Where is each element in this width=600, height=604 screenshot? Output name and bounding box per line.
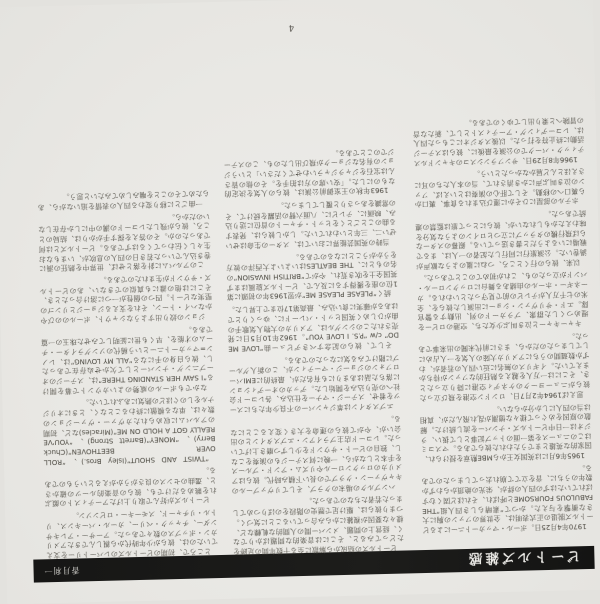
paragraph: ホテルの部屋にひそかに運び込まれる食事、裏口から裏口への移動。そして肝心の演奏はといえば、ファンの泣き叫ぶ声にかき消されて、当の本人たちの耳にさえほとんど届かなかったという。 <box>414 167 586 209</box>
text-column-1 <box>411 36 594 534</box>
paragraph: “TWIST AND SHOUT”(Isley Bros.)、“ROLL OVER BEETHOVEN”(Chuck Berry)、“MONEY”(Barrett Strong)、“YOU'VE REALLY GOT A HOLD ON ME”(Miracles)など、初期のアルバムに収められたカヴァー・ヴァージョンの数々は、単なる模倣に終わることなく、ときにオリジナルをしのぐほどの熱気にあふれていた。 <box>42 395 216 466</box>
paragraph: このアルバムに針を落とせば、世界中を熱狂の渦に巻き込んでいった若き日の四人の息吹が、いまもなお生々しく伝わってくるはずである。ビートルズとは何であったのか。その答えを探す手がかりは、結局のところ、彼らが残したレコードの溝の中にしか存在しないのだから。 <box>38 211 212 273</box>
paragraph: キャーキャーと泣き叫ぶ少女たち、空港のロビーを埋めつくした群衆、プラカードの列、出動する警官隊。エド・サリヴァン・ショーに出演した彼らを、全米の七千万人がテレビの前で見守ったといわれる。カーネギー・ホールの由緒ある舞台にロックンロール・バンドが立ったのも、これが初めてのことであった。 <box>416 270 589 332</box>
paragraph: ところで、初期のビートルズのレパートリーを支えていたのは、彼らが少年時代から親しんできたアメリカン・ポップスの数々であった。アーサー・アレキサンダー、チャック・ベリー、カール・パーキンス、リトル・リチャード、スモーキー・ロビンソン。 <box>45 508 219 560</box>
paragraph: 当時の英国芸能界においては、スターの生命はせいぜい二、三年といわれていた。しかし彼らは、発表する曲のことごとくをヒット・チャートの首位に送り込み、映画に、テレビに、八面六臂の活躍を続けて、その常識をあっさりと覆してしまった。 <box>224 198 397 250</box>
paragraph: 以来、彼らの行くところ、つねに嵐のような歓声が渦巻いた。公演旅行に同行した記者の一人は、まるで戦場にいるようだと書き送っている。銀幕のスターならば飛行機のタラップに立つヒロインのような気分を味わえたかもしれないが、彼らにとって旅は監禁の連続であった。 <box>415 209 588 270</box>
paragraph: ハンブルクの場末のクラブ、そしてリヴァプールのキャヴァーン・クラブでの長い下積み時代。彼らはアメリカのロックンロールやリズム・アンド・ブルースを手本としながら、一晩に何ステージもの演奏をこなし、独自のビート・サウンドを少しずつ磨き上げていった。レコード店主ブライアン・エプスタインとの出会いが、やがて彼らの運命を大きく変えることになる。 <box>230 414 403 495</box>
paragraph: なかでもポールの威勢のよいカウントで幕を開ける“I SAW HER STANDING THERE”は、ステージのオープニング・ナンバーとして欠かせぬ存在であったし、彼ら自身の手になる“ALL MY LOVING”は、レノン=マッカートニーという稀代のソングライター・チームの才能を、早くも世に証明してみせた珠玉の一篇である。 <box>40 324 214 396</box>
paragraph: 1966年8月29日、サンフランシスコのキャンドルスティック・パークでの公演を最後に、彼らはステージ活動に終止符を打った。以後スタジオにこもった四人は、レコーディング・アーティストとして、新たな音の冒険へと乗り出してゆくのである。 <box>412 115 585 167</box>
paragraph: ビートルズの結成から解散に至る十数年間の足跡をたどってみると、そこには音楽的な問題ばかりでなく、経営上の問題、メンバー間の人間的な軋轢など、様々な要因が複雑にからみ合っていることに気づく。つまり彼らは、駆け足で歴史の階段をのぼりつめてしまった若者たちなのであった。 <box>232 495 404 556</box>
paragraph: 1970年4月25日。ポール・マッカートニーによるビートルズ脱退の正式表明は、全世界のファンの胸に大きな衝撃を与えた。かつて“素晴らしき四人組”THE FABULOUS FOURSOMEと呼ばれ、それほど固くむすばれていたはずの四人の絆が、栄光の絶頂からわずか数年のうちに、音を立てて崩れ去ってしまったのである。 <box>421 463 594 535</box>
paragraph: 一曲ごとに移り変わる四人の表情を追いながら、あらためてそのことを噛みしめてみたいと思う。 <box>37 189 210 212</box>
paragraph: 続く“PLEASE PLEASE ME”が翌1963年の初頭に第1位の座を獲得するに及んで、ビートルズ旋風はまず英国全土を吹き荒れ、やがて“BRITISH INVASION”の名のもとに、THE BEATLESはいよいよ大西洋の彼方をうかがうことになるのである。 <box>226 250 398 302</box>
paragraph: 思えば1964年2月7日、ロンドン空港を飛び立った彼らがニューヨークのケネディ空港に降り立ったとき、そこには一万人を越える熱狂的なファンが待ちかまえていた。イギリスの無名に近い四人の若者が、わずか数週間のうちにアメリカ大陸の人気を一人占めにしてしまったのだから、まさに前代未聞の出来事であった。 <box>418 331 591 402</box>
paragraph: ビートルズが好んで取り上げたアーティストの顔ぶれを眺めるだけでも、彼らの音楽的ルーツの確かさと、選曲のセンスの良さがうかがえるというものである。 <box>44 466 217 508</box>
article-title: ビートルズ雑感 <box>465 547 581 567</box>
paragraph: 1963年秋の王室御前公演は、彼らの人気を決定的なものにした。「安い席の方は拍手を。その他の皆さんは宝石をジャラジャラいわせてください」というジョンの有名なジョークが飛び出したのも、このステージでのことである。 <box>223 147 396 199</box>
paragraph: エプスタインは革ジャンパーの不良少年たちにスーツを着せ、ステージ・マナーを仕込み、各レコード会社への売り込みを開始した。デッカのオーディションに落ちた話はあまりにも有名だが、最終的にEMIパーロフォンのジョージ・マーティンが、この新人グループに賭けてみる気になったのである。 <box>228 353 401 414</box>
paragraph: そして、彼らの記念すべきデビュー曲“LOVE ME DO” c/w “P.S. I LOVE YOU”。1962年10月5日に発売されたこのシングルは、アメリカの大物人気歌手の曲がひしめく英国ヒット・パレードに、ゆっくりとではあるが確実に食い込み、最高第17位まで上昇した。 <box>227 301 400 353</box>
paragraph: 1965年6月には英国女王からMBE勲章を授けられ、国家的な英雄とまでうたわれた彼らである。マスコミはこのニュースを第一面のトップ記事として扱い、ラジオは一日中ビートルズ・ナンバーを流し続けた。解散の原因をめぐって様々な憶測が乱れ飛んだが、真相は当の四人にしか分からない。 <box>419 402 592 464</box>
text-column-3 <box>34 39 219 559</box>
text-column-2 <box>221 38 405 556</box>
page-number: 4 <box>288 22 295 33</box>
paragraph: ジョンの絞り出すようなシャウト、ポールののびやかなハイ・トーン、それを支えるジョージとリンゴの堅実なビート。四つの個性が一つに溶け合ったとき、そこには他の誰にも真似のできない、あのビートルズ・サウンドが生まれたのである。 <box>39 273 213 325</box>
author-credit: 香月利一 <box>43 565 80 576</box>
